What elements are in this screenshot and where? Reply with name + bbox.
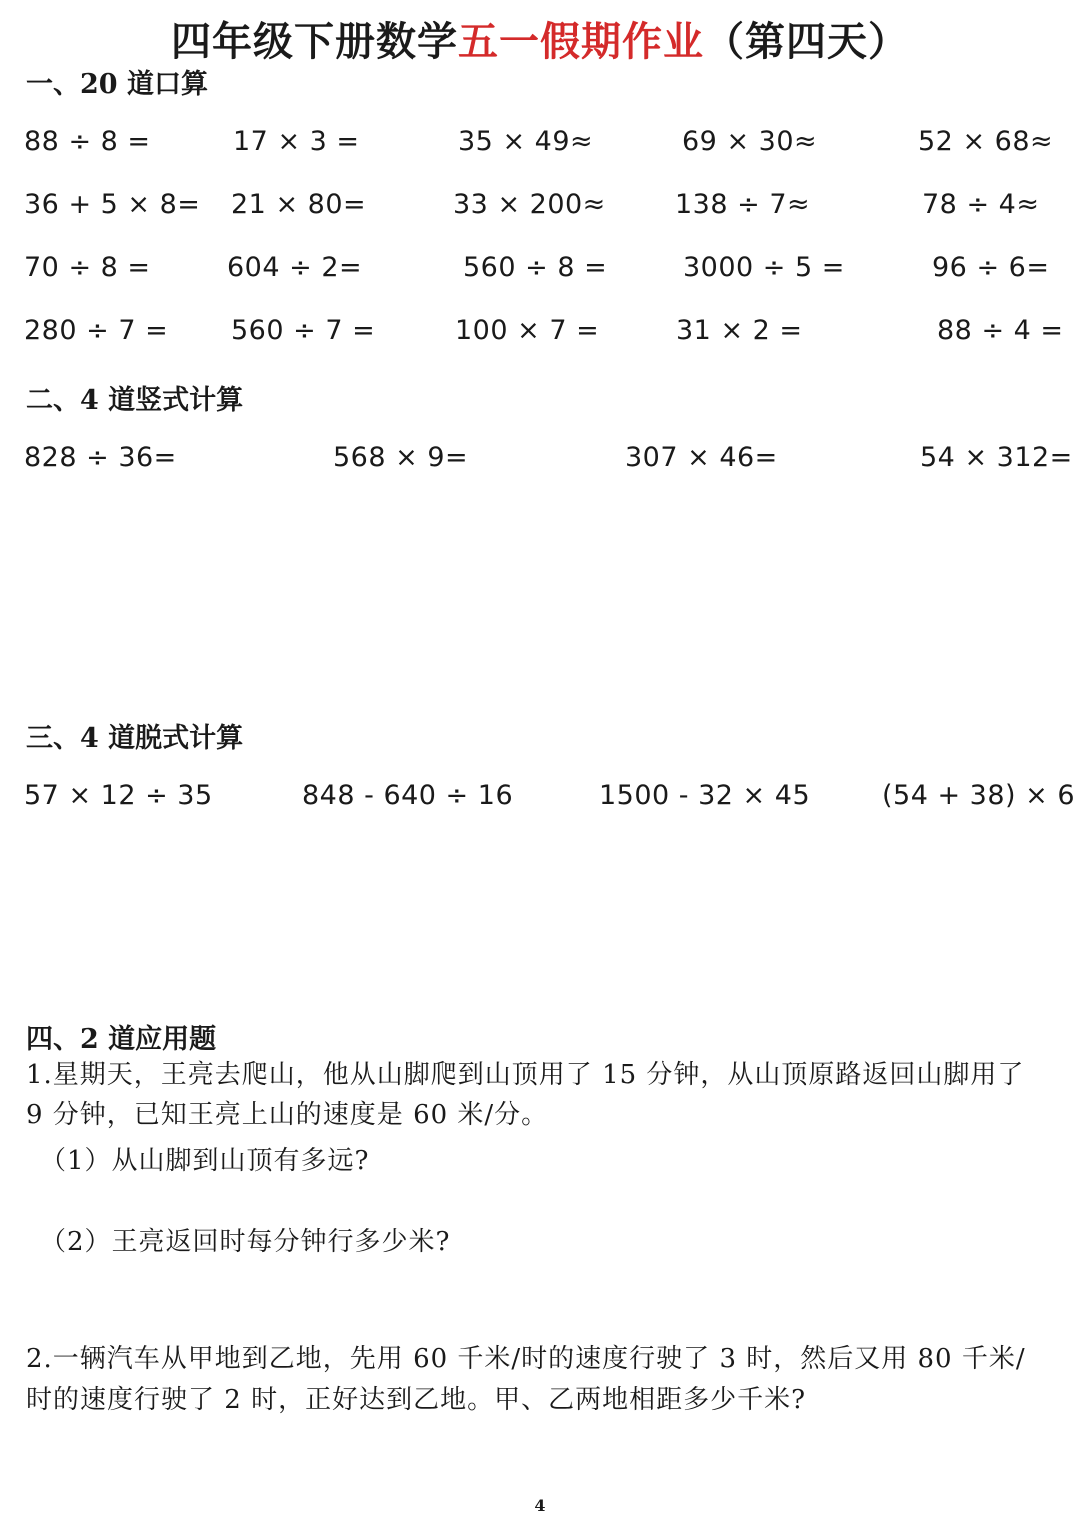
word-problem-2-line-2: 时的速度行驶了 2 时，正好达到乙地。甲、乙两地相距多少千米? — [26, 1385, 807, 1415]
vertical-problem: 307 × 46= — [625, 442, 778, 473]
oral-problem: 78 ÷ 4≈ — [922, 189, 1040, 220]
page-number: 4 — [534, 1496, 546, 1515]
oral-problem: 604 ÷ 2= — [227, 252, 363, 283]
vertical-problem: 828 ÷ 36= — [24, 442, 177, 473]
vertical-problem: 54 × 312= — [920, 442, 1073, 473]
oral-problem: 35 × 49≈ — [458, 126, 594, 157]
oral-problem: 88 ÷ 4 = — [937, 315, 1064, 346]
title-day: （第四天） — [704, 19, 909, 65]
oral-problem: 33 × 200≈ — [453, 189, 606, 220]
oral-problem: 3000 ÷ 5 = — [683, 252, 845, 283]
oral-problem: 560 ÷ 7 = — [231, 315, 376, 346]
word-problem-1-question-1: （1）从山脚到山顶有多远? — [40, 1146, 370, 1176]
oral-problem: 36 + 5 × 8= — [24, 189, 201, 220]
title-grade: 四年级下册数学 — [171, 19, 458, 65]
oral-problem: 70 ÷ 8 = — [24, 252, 151, 283]
oral-problem: 31 × 2 = — [676, 315, 803, 346]
page-title — [0, 10, 1080, 67]
stepwise-problem: 1500 - 32 × 45 — [599, 780, 811, 811]
oral-problem: 21 × 80= — [231, 189, 367, 220]
oral-problem: 88 ÷ 8 = — [24, 126, 151, 157]
stepwise-problem: 848 - 640 ÷ 16 — [302, 780, 514, 811]
oral-problem: 96 ÷ 6= — [932, 252, 1050, 283]
word-problem-2-line-1: 2.一辆汽车从甲地到乙地，先用 60 千米/时的速度行驶了 3 时，然后又用 80 千米/ — [26, 1344, 1026, 1374]
word-problem-1-question-2: （2）王亮返回时每分钟行多少米? — [40, 1227, 451, 1257]
section-heading-oral: 一、20 道口算 — [26, 69, 208, 100]
section-heading-vertical: 二、4 道竖式计算 — [26, 385, 244, 416]
vertical-problem: 568 × 9= — [333, 442, 469, 473]
section-heading-word-problems: 四、2 道应用题 — [26, 1024, 217, 1055]
oral-problem: 52 × 68≈ — [918, 126, 1054, 157]
oral-problem: 17 × 3 = — [233, 126, 360, 157]
oral-problem: 560 ÷ 8 = — [463, 252, 608, 283]
oral-problem: 100 × 7 = — [455, 315, 600, 346]
word-problem-1-line-2: 9 分钟，已知王亮上山的速度是 60 米/分。 — [26, 1100, 549, 1130]
oral-problem: 138 ÷ 7≈ — [675, 189, 811, 220]
title-highlight: 五一假期作业 — [458, 19, 704, 65]
stepwise-problem: (54 + 38) × 6 — [882, 780, 1076, 811]
oral-problem: 280 ÷ 7 = — [24, 315, 169, 346]
stepwise-problem: 57 × 12 ÷ 35 — [24, 780, 213, 811]
word-problem-1-line-1: 1.星期天，王亮去爬山，他从山脚爬到山顶用了 15 分钟，从山顶原路返回山脚用了 — [26, 1060, 1025, 1090]
section-heading-stepwise: 三、4 道脱式计算 — [26, 723, 244, 754]
oral-problem: 69 × 30≈ — [682, 126, 818, 157]
